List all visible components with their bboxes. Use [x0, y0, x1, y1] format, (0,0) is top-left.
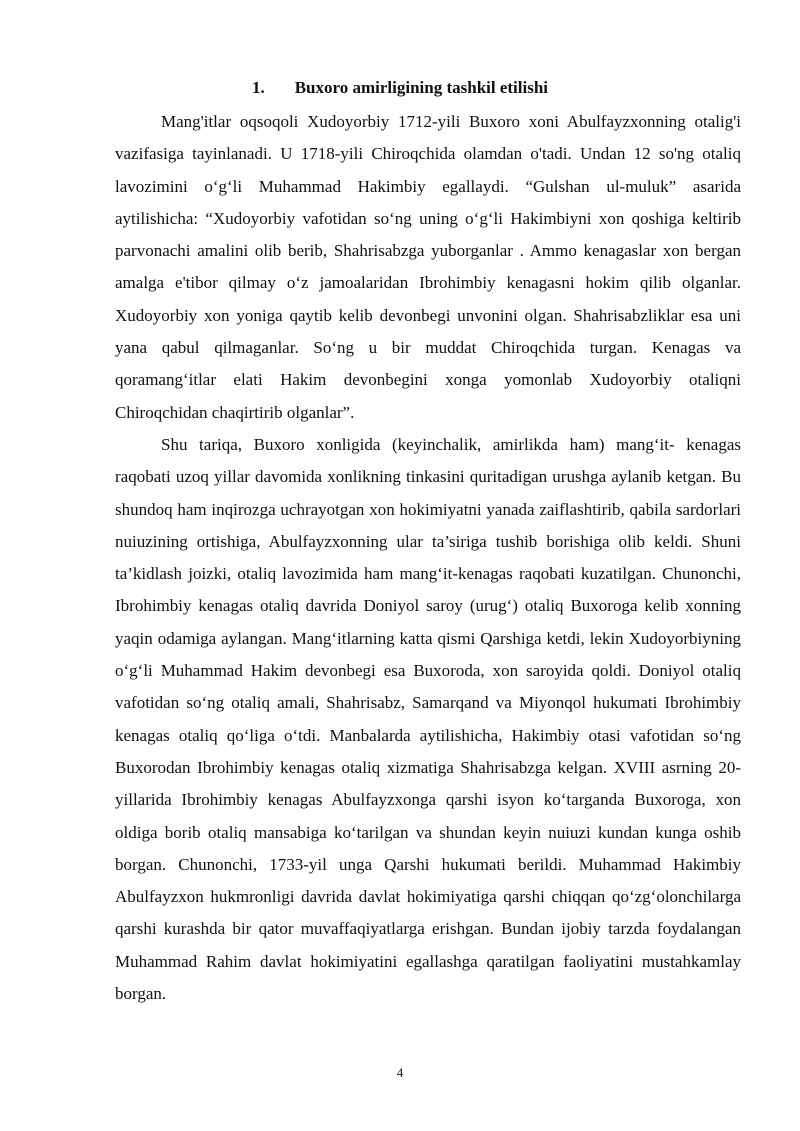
section-title: Buxoro amirligining tashkil etilishi: [294, 78, 549, 97]
section-heading: [0, 76, 800, 100]
paragraph-2: Shu tariqa, Buxoro xonligida (keyinchalik, amirlikda ham) mang‘it- kenagas raqobati uzoq yillar davomida xonlikning tinkasini quritadigan urushga aylanib ketgan. Bu shundoq ham inqirozga uchrayotgan xon hokimiyatni yanada zaiflashtirib, qabila sardorlari nuiuzining ortishiga, Abulfayzxonning ular ta’siriga tushib borishiga olib keldi. Shuni ta’kidlash joizki, otaliq lavozimida ham mang‘it-kenagas raqobati kuzatilgan. Chunonchi, Ibrohimbiy kenagas otaliq davrida Doniyol saroy (urug‘) otaliq Buxoroga kelib xonning yaqin odamiga aylangan. Mang‘itlarning katta qismi Qarshiga ketdi, lekin Xudoyorbiyning o‘g‘li Muhammad Hakim devonbegi esa Buxoroda, xon saroyida qoldi. Doniyol otaliq vafotidan so‘ng otaliq amali, Shahrisabz, Samarqand va Miyonqol hukumati Ibrohimbiy kenagas otaliq qo‘liga o‘tdi. Manbalarda aytilishicha, Hakimbiy otasi vafotidan so‘ng Buxorodan Ibrohimbiy kenagas otaliq xizmatiga Shahrisabzga kelgan. XVIII asrning 20-yillarida Ibrohimbiy kenagas Abulfayzxonga qarshi isyon ko‘targanda Buxoroga, xon oldiga borib otaliq mansabiga ko‘tarilgan va shundan keyin nuiuzi kundan kunga oshib borgan. Chunonchi, 1733-yil unga Qarshi hukumati berildi. Muhammad Hakimbiy Abulfayzxon hukmronligi davrida davlat hokimiyatiga qarshi chiqqan qo‘zg‘olonchilarga qarshi kurashda bir qator muvaffaqiyatlarga erishgan. Bundan ijobiy tarzda foydalangan Muhammad Rahim davlat hokimiyatini egallashga qaratilgan faoliyatini mustahkamlay borgan.: [115, 434, 741, 1004]
paragraph-1: Mang'itlar oqsoqoli Xudoyorbiy 1712-yili Buxoro xoni Abulfayzxonning otalig'i vazifasiga tayinlanadi. U 1718-yili Chiroqchida olamdan o'tadi. Undan 12 so'ng otaliq lavozimini o‘g‘li Muhammad Hakimbiy egallaydi. “Gulshan ul-muluk” asarida aytilishicha: “Xudoyorbiy vafotidan so‘ng uning o‘g‘li Hakimbiyni xon qoshiga keltirib parvonachi amalini olib berib, Shahrisabzga yuborganlar . Ammo kenagaslar xon bergan amalga e'tibor qilmay o‘z jamoalaridan Ibrohimbiy kenagasni hokim qilib olganlar. Xudoyorbiy xon yoniga qaytib kelib devonbegi unvonini olgan. Shahrisabzliklar esa uni yana qabul qilmaganlar. So‘ng u bir muddat Chiroqchida turgan. Kenagas va qoramang‘itlar elati Hakim devonbegini xonga yomonlab Xudoyorbiy otaliqni Chiroqchidan chaqirtirib olganlar”.: [115, 112, 741, 422]
body-text: [115, 106, 741, 1010]
section-number: 1.: [251, 78, 265, 97]
page-number: 4: [396, 1065, 404, 1080]
